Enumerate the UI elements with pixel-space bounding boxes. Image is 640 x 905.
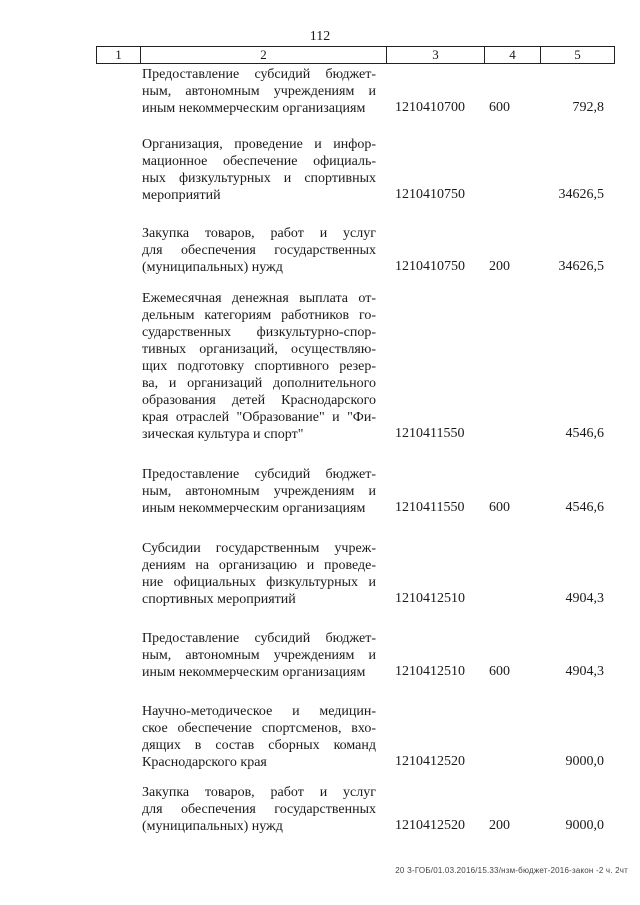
row-amount: 9000,0 (565, 818, 604, 833)
row-name-line: Субсидии государственным учреж- (142, 541, 376, 556)
row-expense-type: 200 (489, 259, 510, 274)
row-amount: 9000,0 (565, 754, 604, 769)
row-name-line: Ежемесячная денежная выплата от- (142, 291, 376, 306)
row-code: 1210410750 (395, 259, 465, 274)
row-code: 1210410700 (395, 100, 465, 115)
row-name-line: спортивных мероприятий (142, 592, 296, 607)
row-name-line: ным, автономным учреждениям и (142, 84, 376, 99)
row-amount: 34626,5 (558, 259, 604, 274)
header-col-5: 5 (574, 47, 581, 62)
row-name-line: дениям на организацию и проведе- (142, 558, 376, 573)
row-amount: 4546,6 (565, 426, 604, 441)
row-name-line: Краснодарского края (142, 755, 267, 770)
row-name-line: ва, и организаций дополнительного (142, 376, 376, 391)
row-name (142, 66, 376, 117)
row-name-line: щих подготовку спортивного резер- (142, 359, 376, 374)
table-header (96, 46, 615, 64)
row-code: 1210412510 (395, 591, 465, 606)
row-name-line: Предоставление субсидий бюджет- (142, 631, 376, 646)
row-name-line: ным, автономным учреждениям и (142, 648, 376, 663)
row-name-line: Предоставление субсидий бюджет- (142, 67, 376, 82)
row-name-line: Научно-методическое и медицин- (142, 704, 376, 719)
row-name (142, 630, 376, 681)
row-name (142, 225, 376, 276)
row-amount: 4546,6 (565, 500, 604, 515)
row-name-line: иным некоммерческим организациям (142, 101, 366, 116)
row-name-line: Организация, проведение и инфор- (142, 137, 376, 152)
row-name-line: для обеспечения государственных (142, 802, 376, 817)
row-name (142, 703, 376, 771)
row-name-line: дельным категориям работников го- (142, 308, 376, 323)
row-name (142, 784, 376, 835)
page-number: 112 (309, 29, 331, 44)
row-name-line: Закупка товаров, работ и услуг (142, 226, 376, 241)
row-amount: 34626,5 (558, 187, 604, 202)
header-col-3: 3 (387, 47, 485, 63)
row-name-line: (муниципальных) нужд (142, 819, 283, 834)
row-expense-type: 600 (489, 664, 510, 679)
row-name-line: образования детей Краснодарского (142, 393, 376, 408)
row-amount: 792,8 (572, 100, 604, 115)
row-name-line: (муниципальных) нужд (142, 260, 283, 275)
header-col-4: 4 (485, 47, 541, 63)
row-name-line: края отраслей "Образование" и "Фи- (142, 410, 376, 425)
row-code: 1210412510 (395, 664, 465, 679)
row-name-line: Предоставление субсидий бюджет- (142, 467, 376, 482)
row-name (142, 466, 376, 517)
row-name-line: тивных организаций, осуществляю- (142, 342, 376, 357)
row-code: 1210412520 (395, 754, 465, 769)
row-name-line: иным некоммерческим организациям (142, 665, 366, 680)
row-name (142, 540, 376, 608)
row-amount: 4904,3 (565, 591, 604, 606)
row-name-line: иным некоммерческим организациям (142, 501, 366, 516)
row-expense-type: 200 (489, 818, 510, 833)
row-expense-type: 600 (489, 500, 510, 515)
row-name (142, 136, 376, 204)
row-name-line: Закупка товаров, работ и услуг (142, 785, 376, 800)
row-code: 1210411550 (395, 500, 465, 515)
row-name-line: дящих в состав сборных команд (142, 738, 376, 753)
row-name-line: мационное обеспечение официаль- (142, 154, 376, 169)
row-name-line: зическая культура и спорт" (142, 427, 304, 442)
row-name-line: ское обеспечение спортсменов, вхо- (142, 721, 376, 736)
row-code: 1210411550 (395, 426, 465, 441)
row-expense-type: 600 (489, 100, 510, 115)
footer-note: 20 З-ГОБ/01.03.2016/15.33/нзм-бюджет-2016-закон -2 ч. 2чт (395, 866, 628, 875)
row-name-line: сударственных физкультурно-спор- (142, 325, 376, 340)
row-name-line: мероприятий (142, 188, 221, 203)
row-name-line: ние официальных физкультурных и (142, 575, 376, 590)
row-name (142, 290, 376, 443)
row-name-line: для обеспечения государственных (142, 243, 376, 258)
row-name-line: ных физкультурных и спортивных (142, 171, 376, 186)
row-code: 1210410750 (395, 187, 465, 202)
row-name-line: ным, автономным учреждениям и (142, 484, 376, 499)
row-amount: 4904,3 (565, 664, 604, 679)
header-col-1: 1 (97, 47, 141, 63)
row-code: 1210412520 (395, 818, 465, 833)
header-col-2: 2 (141, 47, 387, 63)
